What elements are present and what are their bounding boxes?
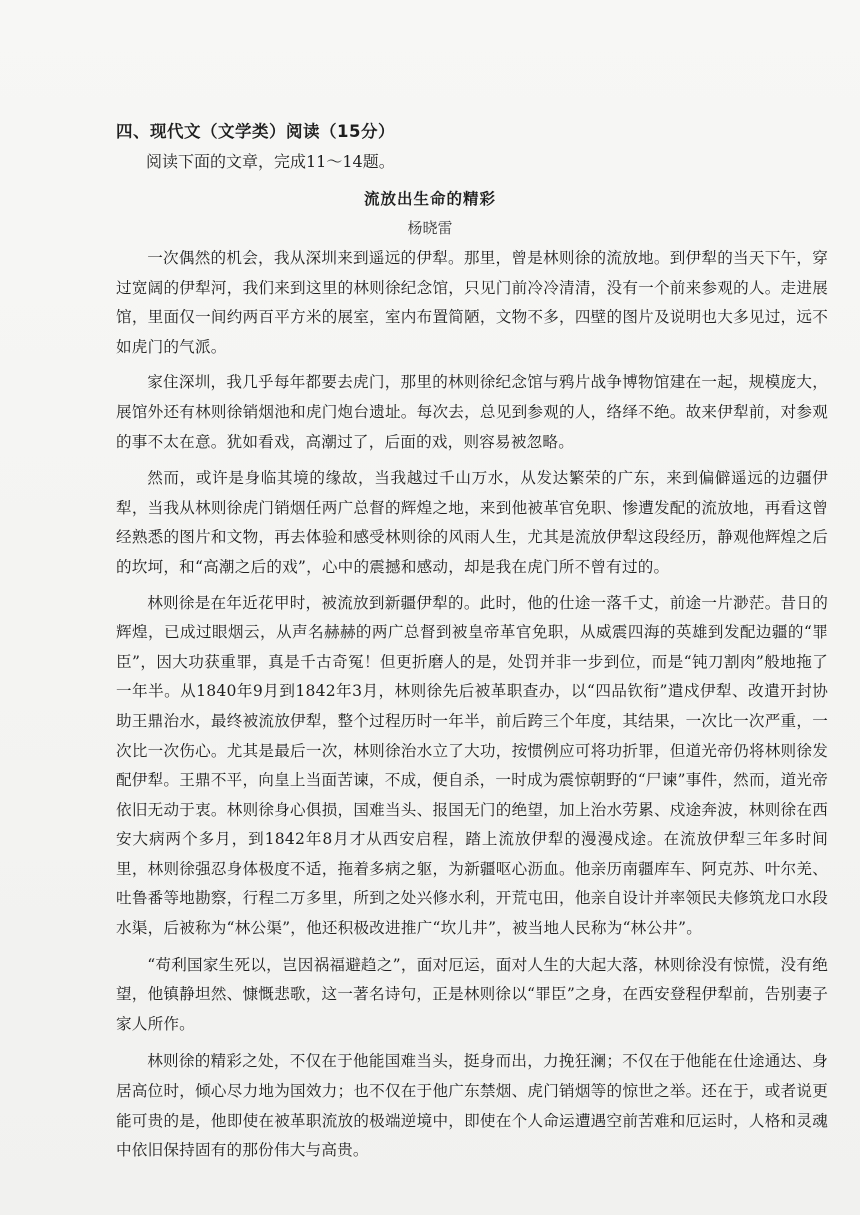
article-body <box>116 244 828 1166</box>
section-title: 四、现代文（文学类）阅读（15分） <box>116 122 395 141</box>
reading-instruction: 阅读下面的文章，完成11～14题。 <box>146 152 395 171</box>
article-title: 流放出生命的精彩 <box>363 190 496 208</box>
article-author: 杨晓雷 <box>407 219 453 237</box>
paragraph-1: 一次偶然的机会，我从深圳来到遥远的伊犁。那里，曾是林则徐的流放地。到伊犁的当天下午，穿过宽阔的伊犁河，我们来到这里的林则徐纪念馆，只见门前冷冷清清，没有一个前来参观的人。走进展馆，里面仅一间约两百平方米的展室，室内布置简陋，文物不多，四壁的图片及说明也大多见过，远不如虎门的气派。 <box>116 249 828 356</box>
paragraph-5: “苟利国家生死以，岂因祸福避趋之”，面对厄运，面对人生的大起大落，林则徐没有惊慌，没有绝望，他镇静坦然、慷慨悲歌，这一著名诗句，正是林则徐以“罪臣”之身，在西安登程伊犁前，告别妻子家人所作。 <box>116 955 828 1033</box>
paragraph-2: 家住深圳，我几乎每年都要去虎门，那里的林则徐纪念馆与鸦片战争博物馆建在一起，规模庞大，展馆外还有林则徐销烟池和虎门炮台遗址。每次去，总见到参观的人，络绎不绝。故来伊犁前，对参观的事不太在意。犹如看戏，高潮过了，后面的戏，则容易被忽略。 <box>116 373 828 451</box>
paragraph-6: 林则徐的精彩之处，不仅在于他能国难当头，挺身而出，力挽狂澜；不仅在于他能在仕途通达、身居高位时，倾心尽力地为国效力；也不仅在于他广东禁烟、虎门销烟等的惊世之举。还在于，或者说更能可贵的是，他即使在被革职流放的极端逆境中，即使在个人命运遭遇空前苦难和厄运时，人格和灵魂中依旧保持固有的那份伟大与高贵。 <box>116 1052 828 1160</box>
paragraph-4: 林则徐是在年近花甲时，被流放到新疆伊犁的。此时，他的仕途一落千丈，前途一片渺茫。昔日的辉煌，已成过眼烟云，从声名赫赫的两广总督到被皇帝革官免职，从威震四海的英雄到发配边疆的“罪臣”，因大功获重罪，真是千古奇冤！但更折磨人的是，处罚并非一步到位，而是“钝刀割肉”般地拖了一年半。从1840年9月到1842年3月，林则徐先后被革职查办，以“四品钦衔”遣戍伊犁、改遣开封协助王鼎治水，最终被流放伊犁，整个过程历时一年半，前后跨三个年度，其结果，一次比一次严重，一次比一次伤心。尤其是最后一次，林则徐治水立了大功，按惯例应可将功折罪，但道光帝仍将林则徐发配伊犁。王鼎不平，向皇上当面苦谏，不成，便自杀，一时成为震惊朝野的“尸谏”事件，然而，道光帝依旧无动于衷。林则徐身心俱损，国难当头、报国无门的绝望，加上治水劳累、戍途奔波，林则徐在西安大病两个多月，到1842年8月才从西安启程，踏上流放伊犁的漫漫戍途。在流放伊犁三年多时间里，林则徐强忍身体极度不适，拖着多病之躯，为新疆呕心沥血。他亲历南疆库车、阿克苏、叶尔羌、吐鲁番等地勘察，行程二万多里，所到之处兴修水利，开荒屯田，他亲自设计并率领民夫修筑龙口水段水渠，后被称为“林公渠”，他还积极改进推广“坎儿井”，被当地人民称为“林公井”。 <box>116 593 828 938</box>
paragraph-3: 然而，或许是身临其境的缘故，当我越过千山万水，从发达繁荣的广东，来到偏僻遥远的边疆伊犁，当我从林则徐虎门销烟任两广总督的辉煌之地，来到他被革官免职、惨遭发配的流放地，再看这曾经熟悉的图片和文物，再去体验和感受林则徐的风雨人生，尤其是流放伊犁这段经历，静观他辉煌之后的坎坷，和“高潮之后的戏”，心中的震撼和感动，却是我在虎门所不曾有过的。 <box>116 469 828 576</box>
